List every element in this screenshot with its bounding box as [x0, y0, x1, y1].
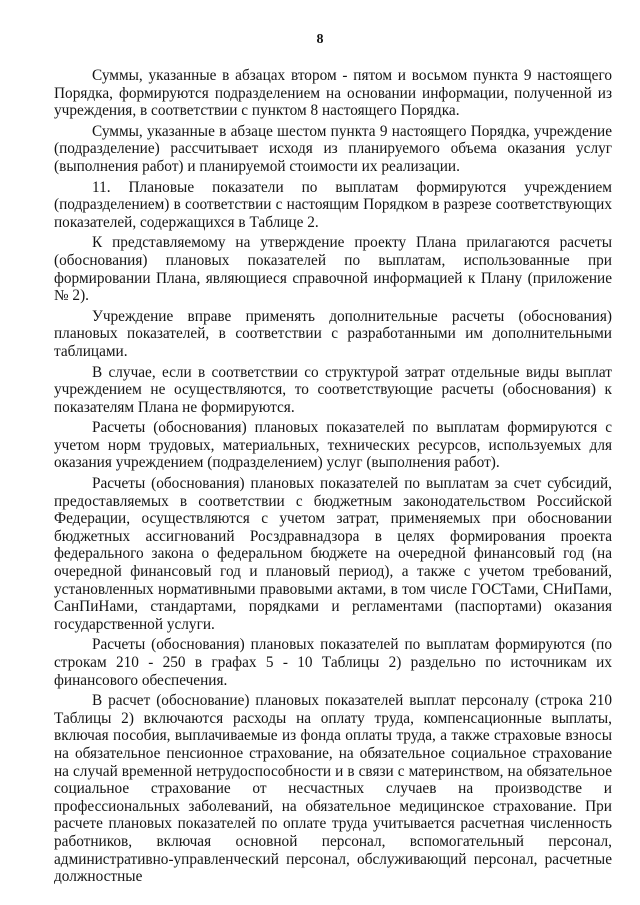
document-body	[54, 67, 612, 889]
paragraph-9: Расчеты (обоснования) плановых показателей по выплатам формируются (по строкам 210 - 250 в графах 5 - 10 Таблицы 2) раздельно по источникам их финансового обеспечения.	[54, 636, 612, 689]
paragraph-2: Суммы, указанные в абзаце шестом пункта 9 настоящего Порядка, учреждение (подразделение) рассчитывает исходя из планируемого объема оказания услуг (выполнения работ) и планируемой стоимости их реализации.	[54, 122, 612, 175]
paragraph-3: 11. Плановые показатели по выплатам формируются учреждением (подразделением) в соответствии с настоящим Порядком в разрезе соответствующих показателей, содержащихся в Таблице 2.	[54, 178, 612, 231]
page-number: 8	[316, 32, 324, 47]
paragraph-7: Расчеты (обоснования) плановых показателей по выплатам формируются с учетом норм трудовых, материальных, технических ресурсов, используемых для оказания учреждением (подразделением) услуг (выполнения работ).	[54, 419, 612, 472]
paragraph-1: Суммы, указанные в абзацах втором - пятом и восьмом пункта 9 настоящего Порядка, формируются подразделением на основании информации, полученной из учреждения, в соответствии с пунктом 8 настоящего Порядка.	[54, 67, 612, 120]
paragraph-5: Учреждение вправе применять дополнительные расчеты (обоснования) плановых показателей, в соответствии с разработанными им дополнительными таблицами.	[54, 307, 612, 360]
paragraph-8: Расчеты (обоснования) плановых показателей по выплатам за счет субсидий, предоставляемых в соответствии с бюджетным законодательством Российской Федерации, осуществляются с учетом затрат, применяемых при обосновании бюджетных ассигнований Росздравнадзора в целях формирования проекта федерального закона о федеральном бюджете на очередной финансовый год (на очередной финансовый год и плановый период), а также с учетом требований, установленных нормативными правовыми актами, в том числе ГОСТами, СНиПами, СанПиНами, стандартами, порядками и регламентами (паспортами) оказания государственной услуги.	[54, 475, 612, 633]
paragraph-6: В случае, если в соответствии со структурой затрат отдельные виды выплат учреждением не осуществляются, то соответствующие расчеты (обоснования) к показателям Плана не формируются.	[54, 363, 612, 416]
paragraph-4: К представляемому на утверждение проекту Плана прилагаются расчеты (обоснования) плановых показателей по выплатам, использованные при формировании Плана, являющиеся справочной информацией к Плану (приложение № 2).	[54, 234, 612, 305]
paragraph-10: В расчет (обоснование) плановых показателей выплат персоналу (строка 210 Таблицы 2) включаются расходы на оплату труда, компенсационные выплаты, включая пособия, выплачиваемые из фонда оплаты труда, а также страховые взносы на обязательное пенсионное страхование, на обязательное социальное страхование на случай временной нетрудоспособности и в связи с материнством, на обязательное социальное страхование от несчастных случаев на производстве и профессиональных заболеваний, на обязательное медицинское страхование. При расчете плановых показателей по оплате труда учитывается расчетная численность работников, включая основной персонал, вспомогательный персонал, административно-управленческий персонал, обслуживающий персонал, расчетные должностные	[54, 692, 612, 886]
